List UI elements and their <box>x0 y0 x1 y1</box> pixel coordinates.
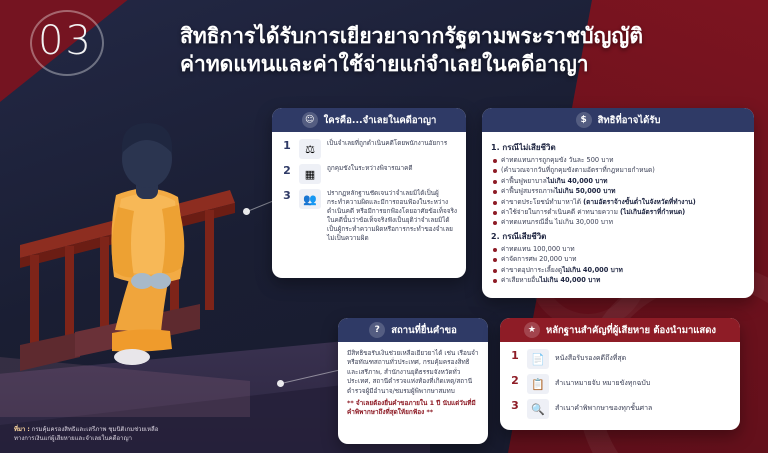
card-rights-body <box>482 132 754 294</box>
list-item <box>281 189 457 243</box>
card-evidence-body <box>500 342 740 427</box>
prisoner-illustration-svg <box>20 95 280 425</box>
footer-line1: กรมคุ้มครองสิทธิและเสรีภาพ ชุมนิติเกมช่วยเหลือ <box>31 426 159 433</box>
item-number: 1 <box>283 139 291 152</box>
clipboard-icon: 📋 <box>527 374 549 394</box>
card-rights-header <box>482 108 754 132</box>
card-who-title: ใครคือ...จำเลยในคดีอาญา <box>323 114 437 126</box>
item-number: 2 <box>511 374 519 387</box>
item-text: เป็นจำเลยที่ถูกดำเนินคดีโดยพนักงานอัยการ <box>327 139 448 147</box>
section-title: 1. กรณีไม่เสียชีวิต <box>491 143 556 152</box>
item-text: ถูกคุมขังในระหว่างพิจารณาคดี <box>327 164 413 172</box>
card-rights <box>482 108 754 298</box>
court-people-icon: 👥 <box>299 189 321 209</box>
card-where-title: สถานที่ยื่นคำขอ <box>391 324 457 336</box>
bullet-item: ค่าทดแทน 100,000 บาท <box>491 245 745 254</box>
card-where-to-apply <box>338 318 488 444</box>
question-mark-icon: ? <box>369 322 385 338</box>
page-title-line2: ค่าทดแทนและค่าใช้จ่ายแก่จำเลยในคดีอาญา <box>180 52 589 76</box>
footer-line2: ทางการเงินแก่ผู้เสียหายและจำเลยในคดีอาญา <box>14 435 132 442</box>
prisoner-illustration <box>20 95 280 425</box>
footer-source <box>14 425 344 443</box>
item-text: สำเนาหมายจับ หมายขังทุกฉบับ <box>555 379 651 387</box>
card-rights-title: สิทธิที่อาจได้รับ <box>597 114 661 126</box>
card-where-paragraph: มีสิทธิขอรับเงินช่วยเหลือเยียวยาได้ เช่น เรือนจำหรือทัณฑสถานทั่วประเทศ, กรมคุ้มครองสิทธิและเสรีภาพ, สำนักงานยุติธรรมจังหวัดทั่วประเทศ, สถานีตำรวจแห่งท้องที่เกิดเหตุ/สถานีตำรวจผู้มีอำนาจ/ชมรมผู้พิพากษาสมทบ <box>347 349 479 395</box>
item-text: ปรากฏหลักฐานชัดเจนว่าจำเลยมิได้เป็นผู้กระทำความผิดและมีการถอนฟ้องในระหว่างดำเนินคดี หรือมีการยกฟ้องโดยอาศัยข้อเท็จจริงในคดีนั้นว่าข้อเท็จจริงฟังเป็นยุติว่าจำเลยมิได้เป็นผู้กระทำความผิดหรือการกระทำของจำเลยไม่เป็นความผิด <box>327 189 457 242</box>
page-title <box>180 22 740 78</box>
list-item <box>509 349 731 369</box>
bullet-item: ค่าขาดประโยชน์ทำมาหาได้ (ตามอัตราจ้างขั้นต่ำในจังหวัดที่ทำงาน) <box>491 198 745 207</box>
card-evidence-header <box>500 318 740 342</box>
list-item <box>509 374 731 394</box>
section-title: 2. กรณีเสียชีวิต <box>491 231 547 241</box>
bullet-item: ค่าฟื้นฟูสมรรถภาพไม่เกิน 50,000 บาท <box>491 187 745 196</box>
bullet-item: ค่าจัดการศพ 20,000 บาท <box>491 255 745 264</box>
item-number: 2 <box>283 164 291 177</box>
item-text: สำเนาคำพิพากษาของทุกชั้นศาล <box>555 404 653 412</box>
list-item <box>281 164 457 184</box>
bullet-item: ค่าเสียหายอื่นไม่เกิน 40,000 บาท <box>491 276 745 285</box>
item-number: 3 <box>283 189 291 202</box>
list-item <box>281 139 457 159</box>
item-number: 1 <box>511 349 519 362</box>
card-evidence <box>500 318 740 430</box>
bullet-item: ค่าขาดอุปการะเลี้ยงดูไม่เกิน 40,000 บาท <box>491 266 745 275</box>
bullet-item: ค่าใช้จ่ายในการดำเนินคดี ค่าทนายความ (ไม่เกินอัตราที่กำหนด) <box>491 208 745 217</box>
bullet-item: ค่าฟื้นฟูพยาบาลไม่เกิน 40,000 บาท <box>491 177 745 186</box>
list-item <box>509 399 731 419</box>
bullet-item: ค่าทดแทนกรณีอื่น ไม่เกิน 30,000 บาท <box>491 218 745 227</box>
page-title-line1: สิทธิการได้รับการเยียวยาจากรัฐตามพระราชบัญญัติ <box>180 24 643 48</box>
gavel-icon: ⚖ <box>299 139 321 159</box>
money-hand-icon: $ <box>576 112 592 128</box>
header-number: 03 <box>38 18 93 64</box>
card-where-note: ** จำเลยต้องยื่นคำขอภายใน 1 ปี นับแต่วันที่มีคำพิพากษาถึงที่สุดให้ยกฟ้อง ** <box>347 399 476 417</box>
card-evidence-title: หลักฐานสำคัญที่ผู้เสียหาย ต้องนำมาแสดง <box>545 324 717 336</box>
search-doc-icon: 🔍 <box>527 399 549 419</box>
card-where-body <box>338 342 488 426</box>
card-who-header <box>272 108 466 132</box>
jail-icon: ▦ <box>299 164 321 184</box>
bullet-item: ค่าทดแทนการถูกคุมขัง วันละ 500 บาท <box>491 156 745 165</box>
person-question-icon: ☺ <box>302 112 318 128</box>
bullet-note: (คำนวณจากวันที่ถูกคุมขังตามอัตราที่กฎหมายกำหนด) <box>491 166 745 175</box>
card-who-is-defendant <box>272 108 466 278</box>
card-where-header <box>338 318 488 342</box>
item-number: 3 <box>511 399 519 412</box>
id-card-icon: 📄 <box>527 349 549 369</box>
document-star-icon: ★ <box>524 322 540 338</box>
footer-label: ที่มา : <box>14 426 30 433</box>
item-text: หนังสือรับรองคดีถึงที่สุด <box>555 354 627 362</box>
card-who-body <box>272 132 466 251</box>
